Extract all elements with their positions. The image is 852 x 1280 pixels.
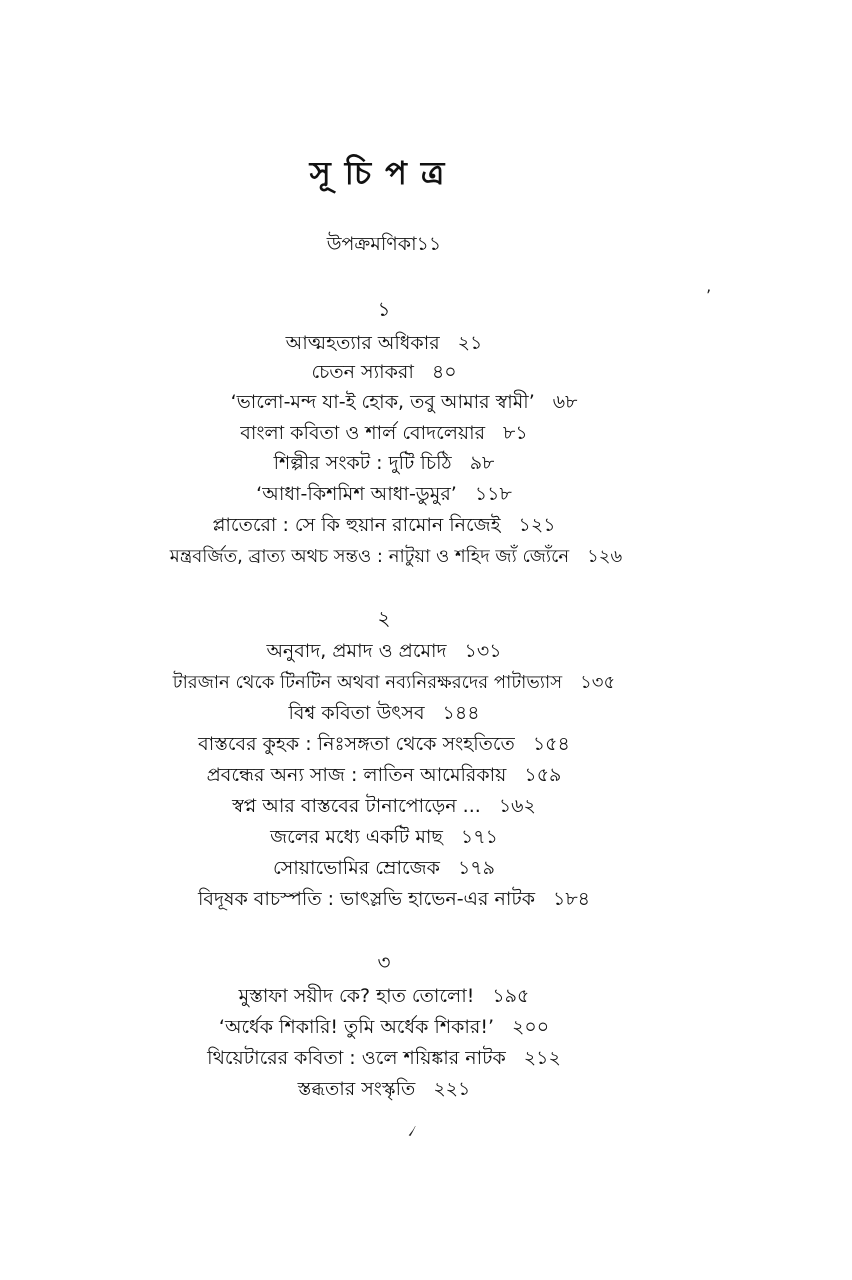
section-number: ২: [377, 606, 391, 630]
entry-page-number: ১১৮: [474, 483, 512, 505]
entry-page-number: ১৭১: [460, 826, 498, 848]
entry-page-number: ১৪৪: [442, 702, 480, 724]
toc-entry: [0, 358, 768, 390]
entry-text: শিল্পীর সংকট : দুটি চিঠি: [273, 452, 452, 474]
toc-entry: [0, 730, 768, 762]
stray-mark: ৴: [408, 1121, 417, 1140]
entry-text: অনুবাদ, প্রমাদ ও প্রমোদ: [266, 640, 447, 662]
toc-intro-entry: [0, 230, 768, 262]
entry-text: বাংলা কবিতা ও শার্ল বোদলেয়ার: [240, 422, 486, 444]
toc-entry: [0, 1044, 768, 1076]
entry-page-number: ১১: [416, 233, 442, 255]
toc-entry: [0, 854, 768, 886]
toc-entry: [10, 885, 778, 917]
entry-page-number: ১৬২: [498, 795, 536, 817]
entry-page-number: ৬৮: [552, 391, 578, 413]
toc-entry: [20, 388, 788, 420]
toc-entry: [0, 982, 768, 1014]
entry-text: প্রবন্ধের অন্য সাজ : লাতিন আমেরিকায়: [206, 764, 507, 786]
entry-text: চেতন স্যাকরা: [311, 361, 414, 383]
entry-text: থিয়েটারের কবিতা : ওলে শয়িঙ্কার নাটক: [207, 1047, 506, 1069]
entry-page-number: ১৫৪: [532, 733, 570, 755]
entry-text: মুস্তাফা সয়ীদ কে? হাত তোলো!: [238, 985, 475, 1007]
entry-page-number: ১৮৪: [553, 888, 590, 910]
stray-mark: ’: [706, 286, 712, 305]
entry-page-number: ২১: [457, 332, 483, 354]
entry-page-number: ২২১: [433, 1078, 471, 1100]
entry-text: টারজান থেকে টিনটিন অথবা নব্যনিরক্ষরদের পাটাভ্যাস: [172, 672, 563, 693]
entry-page-number: ১২৬: [587, 546, 623, 567]
entry-text: সোয়াভোমির ম্রোজেক: [273, 857, 440, 879]
entry-text: জলের মধ্যে একটি মাছ: [270, 826, 443, 848]
entry-page-number: ১৭৯: [457, 857, 495, 879]
toc-entry: [0, 699, 768, 731]
entry-text: স্বপ্ন আর বাস্তবের টানাপোড়েন ...: [232, 795, 481, 817]
toc-entry: [0, 449, 768, 481]
toc-entry: [0, 823, 768, 855]
toc-entry: [12, 542, 780, 573]
entry-text: উপক্রমণিকা: [326, 233, 417, 255]
toc-entry: [0, 1075, 768, 1107]
toc-entry: [0, 480, 768, 512]
toc-entry: [0, 1013, 768, 1045]
entry-text: প্লাতেরো : সে কি হুয়ান রামোন নিজেই: [212, 514, 501, 536]
entry-text: ‘আধা-কিশমিশ আধা-ডুমুর’: [256, 483, 457, 505]
entry-page-number: ১৩১: [464, 640, 502, 662]
page-title: সূচিপত্র: [309, 154, 459, 192]
toc-entry: [0, 637, 768, 669]
entry-page-number: ১২১: [518, 514, 556, 536]
toc-entry: [0, 419, 768, 451]
entry-page-number: ৯৮: [469, 452, 495, 474]
entry-text: ‘অর্ধেক শিকারি! তুমি অর্ধেক শিকার!’: [218, 1016, 494, 1038]
section-number: ৩: [377, 950, 391, 974]
entry-text: মন্ত্রবর্জিত, ব্রাত্য অথচ সন্তও : নাটুয়া ও শহিদ জ্যঁ জ্যেঁনে: [169, 546, 570, 567]
toc-entry: [0, 511, 768, 543]
entry-page-number: ২১২: [523, 1047, 561, 1069]
entry-page-number: ৪০: [431, 361, 457, 383]
toc-entry: [0, 761, 768, 793]
toc-entry: [0, 329, 768, 361]
entry-page-number: ২০০: [512, 1016, 550, 1038]
toc-entry: [10, 668, 778, 699]
entry-text: বিদূষক বাচস্পতি : ভাৎস্লভি হাভেন-এর নাটক: [197, 888, 535, 910]
entry-page-number: ১৯৫: [492, 985, 530, 1007]
entry-text: বাস্তবের কুহক : নিঃসঙ্গতা থেকে সংহতিতে: [198, 733, 515, 755]
entry-text: স্তব্ধতার সংস্কৃতি: [297, 1078, 416, 1100]
section-number: ১: [377, 297, 391, 321]
entry-page-number: ১৩৫: [580, 672, 616, 693]
entry-text: বিশ্ব কবিতা উৎসব: [288, 702, 425, 724]
entry-page-number: ৮১: [503, 422, 528, 444]
entry-text: আত্মহত্যার অধিকার: [285, 332, 440, 354]
entry-page-number: ১৫৯: [524, 764, 562, 786]
entry-text: ‘ভালো-মন্দ যা-ই হোক, তবু আমার স্বামী’: [230, 391, 535, 413]
toc-entry: [0, 792, 768, 824]
